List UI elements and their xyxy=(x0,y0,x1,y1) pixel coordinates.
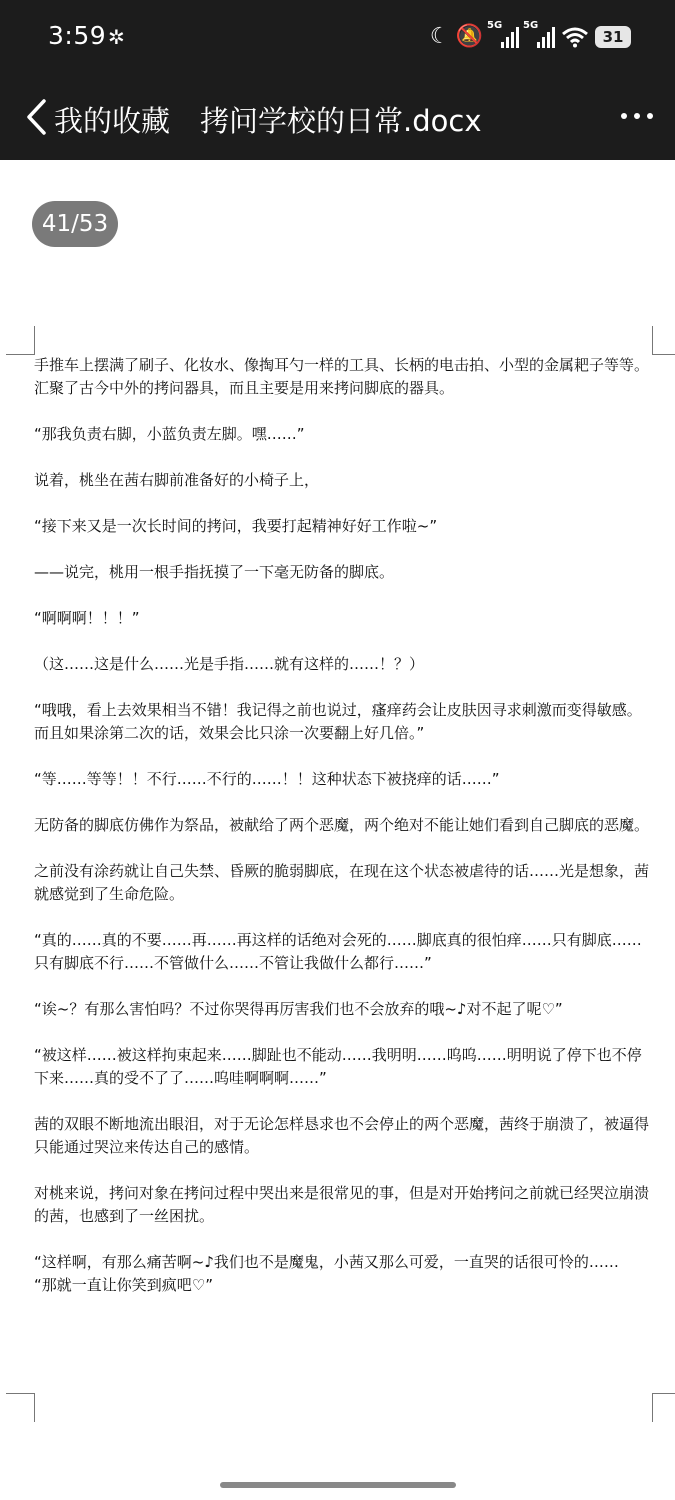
paragraph: “那我负责右脚，小蓝负责左脚。嘿……” xyxy=(34,425,305,443)
signal-label: 5G xyxy=(523,20,539,31)
page-indicator: 41/53 xyxy=(32,201,118,247)
signal-5g-icon xyxy=(523,20,555,48)
crop-mark-top-left xyxy=(6,326,35,355)
toolbar xyxy=(0,75,675,160)
status-time: 3:59 xyxy=(48,21,107,50)
paragraph: “被这样……被这样拘束起来……脚趾也不能动……我明明……呜呜……明明说了停下也不停下来……真的受不了了……呜哇啊啊啊……” xyxy=(34,1046,642,1087)
paragraph-line: “这样啊，有那么痛苦啊~♪我们也不是魔鬼，小茜又那么可爱，一直哭的话很可怜的…… xyxy=(34,1253,619,1271)
back-button-label[interactable]: 我的收藏 xyxy=(54,104,171,138)
status-bar xyxy=(0,0,675,75)
back-icon[interactable] xyxy=(22,98,52,136)
paragraph-last xyxy=(34,1251,654,1297)
paragraph: “接下来又是一次长时间的拷问，我要打起精神好好工作啦~” xyxy=(34,517,438,535)
document-body xyxy=(34,354,654,1297)
paragraph-line: “那就一直让你笑到疯吧♡” xyxy=(34,1276,213,1294)
paragraph: “哦哦，看上去效果相当不错！我记得之前也说过，瘙痒药会让皮肤因寻求刺激而变得敏感。而且如果涂第二次的话，效果会比只涂一次要翻上好几倍。” xyxy=(34,701,642,742)
more-options-icon[interactable] xyxy=(621,113,653,121)
paragraph: “诶~？有那么害怕吗？不过你哭得再厉害我们也不会放弃的哦~♪对不起了呢♡” xyxy=(34,1000,563,1018)
moon-icon: ☾ xyxy=(429,24,450,49)
signal-5g-icon xyxy=(487,20,519,48)
battery-icon: 31 xyxy=(595,26,631,48)
paragraph: “真的……真的不要……再……再这样的话绝对会死的……脚底真的很怕痒……只有脚底……只有脚底不行……不管做什么……不管让我做什么都行……” xyxy=(34,931,642,972)
document-title: 拷问学校的日常.docx xyxy=(200,104,482,138)
paragraph: “啊啊啊！！！” xyxy=(34,609,140,627)
paragraph: 手推车上摆满了刷子、化妆水、像掏耳勺一样的工具、长柄的电击拍、小型的金属耙子等等。汇聚了古今中外的拷问器具，而且主要是用来拷问脚底的器具。 xyxy=(34,356,650,397)
crop-mark-bottom-right xyxy=(652,1393,675,1422)
crop-mark-top-right xyxy=(652,326,675,355)
paragraph: 说着，桃坐在茜右脚前准备好的小椅子上， xyxy=(34,471,320,489)
mute-icon: 🔕 xyxy=(455,24,483,49)
paragraph: “等……等等！！不行……不行的……！！这种状态下被挠痒的话……” xyxy=(34,770,500,788)
paragraph: （这……这是什么……光是手指……就有这样的……！？） xyxy=(34,655,425,673)
wifi-icon xyxy=(561,26,589,48)
gear-icon: ✲ xyxy=(108,25,125,49)
signal-label: 5G xyxy=(487,20,503,31)
status-icons xyxy=(430,22,631,52)
paragraph: 之前没有涂药就让自己失禁、昏厥的脆弱脚底，在现在这个状态被虐待的话……光是想象，茜就感觉到了生命危险。 xyxy=(34,862,650,903)
home-indicator[interactable] xyxy=(220,1482,456,1488)
crop-mark-bottom-left xyxy=(6,1393,35,1422)
paragraph: 无防备的脚底仿佛作为祭品，被献给了两个恶魔，两个绝对不能让她们看到自己脚底的恶魔。 xyxy=(34,816,650,834)
paragraph: ——说完，桃用一根手指抚摸了一下毫无防备的脚底。 xyxy=(34,563,395,581)
paragraph: 对桃来说，拷问对象在拷问过程中哭出来是很常见的事，但是对开始拷问之前就已经哭泣崩溃的茜，也感到了一丝困扰。 xyxy=(34,1184,650,1225)
paragraph: 茜的双眼不断地流出眼泪，对于无论怎样恳求也不会停止的两个恶魔，茜终于崩溃了，被逼得只能通过哭泣来传达自己的感情。 xyxy=(34,1115,650,1156)
